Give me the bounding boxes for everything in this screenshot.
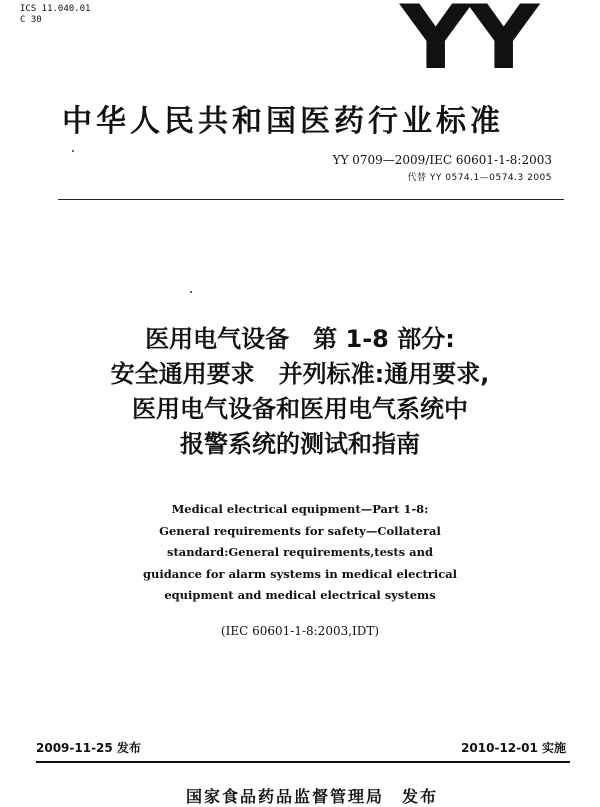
- chinese-title: [0, 322, 600, 462]
- english-title-line: Medical electrical equipment—Part 1-8:: [171, 502, 429, 516]
- issue-date: 2009-11-25 发布: [36, 741, 141, 755]
- ics-code: ICS 11.040.01: [20, 4, 91, 14]
- ccs-code: C 30: [20, 15, 42, 25]
- replaces-note: 代替 YY 0574.1—0574.3 2005: [407, 173, 552, 183]
- english-title: [0, 499, 600, 607]
- title-line: 医用电气设备和医用电气系统中: [132, 395, 468, 423]
- classification-codes: [20, 4, 90, 26]
- equivalence-note: (IEC 60601-1-8:2003,IDT): [220, 624, 380, 638]
- organization-title: 中华人民共和国医药行业标准: [62, 104, 504, 139]
- effective-date: 2010-12-01 实施: [461, 741, 566, 755]
- scan-speck: [72, 150, 74, 152]
- standard-code: YY 0709—2009/IEC 60601-1-8:2003: [332, 153, 552, 167]
- english-title-line: standard:General requirements,tests and: [166, 545, 434, 559]
- yy-logo: YY: [400, 0, 537, 89]
- footer-divider: [36, 761, 570, 763]
- english-title-line: guidance for alarm systems in medical electrical: [142, 566, 458, 581]
- english-title-line: General requirements for safety—Collateral: [159, 523, 441, 538]
- title-line: 医用电气设备 第 1-8 部分:: [145, 325, 455, 353]
- issuing-authority: 国家食品药品监督管理局 发布: [186, 787, 439, 806]
- title-line: 安全通用要求 并列标准:通用要求,: [110, 360, 490, 388]
- english-title-line: equipment and medical electrical systems: [164, 588, 436, 602]
- header-divider: [58, 199, 564, 200]
- title-line: 报警系统的测试和指南: [180, 430, 420, 458]
- scan-speck: [190, 291, 192, 293]
